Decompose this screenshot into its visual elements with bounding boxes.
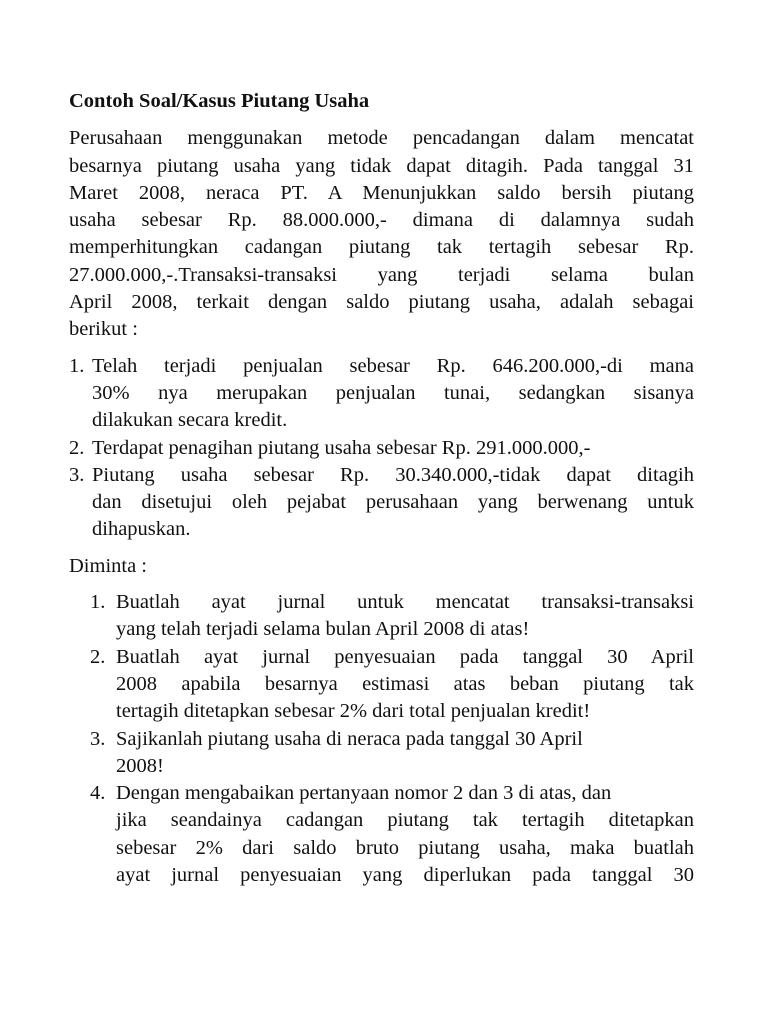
item-line: sebesar 2% dari saldo bruto piutang usaha, maka buatlah <box>116 836 694 859</box>
question-item <box>69 726 694 781</box>
intro-line: April 2008, terkait dengan saldo piutang usaha, adalah sebagai <box>69 291 694 314</box>
intro-line: usaha sebesar Rp. 88.000.000,- dimana di dalamnya sudah <box>69 209 694 232</box>
item-line: 30% nya merupakan penjualan tunai, sedangkan sisanya <box>92 381 694 404</box>
item-line: yang telah terjadi selama bulan April 2008 di atas! <box>116 618 530 641</box>
item-line: Sajikanlah piutang usaha di neraca pada tanggal 30 April <box>116 727 583 750</box>
item-line: dilakukan secara kredit. <box>92 409 288 432</box>
item-line: jika seandainya cadangan piutang tak tertagih ditetapkan <box>116 809 694 832</box>
document-page <box>69 88 694 889</box>
item-number: 3. <box>90 727 106 750</box>
item-number: 1. <box>69 354 85 377</box>
item-number: 4. <box>90 782 106 805</box>
intro-line: Perusahaan menggunakan metode pencadangan dalam mencatat <box>69 127 694 150</box>
item-line: 2008 apabila besarnya estimasi atas beban piutang tak <box>116 672 694 695</box>
document-title: Contoh Soal/Kasus Piutang Usaha <box>69 90 370 112</box>
item-number: 1. <box>90 591 106 614</box>
question-item <box>69 589 694 644</box>
item-line: Buatlah ayat jurnal penyesuaian pada tanggal 30 April <box>116 645 694 668</box>
transaction-item <box>69 462 694 544</box>
intro-line: 27.000.000,-.Transaksi-transaksi yang terjadi selama bulan <box>69 263 694 286</box>
transaction-item <box>69 435 694 462</box>
intro-line: berikut : <box>69 318 138 341</box>
intro-line: besarnya piutang usaha yang tidak dapat ditagih. Pada tanggal 31 <box>69 154 694 177</box>
question-list <box>69 589 694 889</box>
intro-paragraph <box>69 125 694 343</box>
item-line: dihapuskan. <box>92 518 191 541</box>
item-line: dan disetujui oleh pejabat perusahaan yang berwenang untuk <box>92 491 694 514</box>
item-line: Piutang usaha sebesar Rp. 30.340.000,-tidak dapat ditagih <box>92 463 694 486</box>
transaction-list <box>69 353 694 544</box>
item-line: ayat jurnal penyesuaian yang diperlukan pada tanggal 30 <box>116 864 694 887</box>
intro-line: Maret 2008, neraca PT. A Menunjukkan saldo bersih piutang <box>69 181 694 204</box>
item-line: Dengan mengabaikan pertanyaan nomor 2 dan 3 di atas, dan <box>116 782 612 805</box>
item-number: 2. <box>90 645 106 668</box>
transaction-item <box>69 353 694 435</box>
item-line: Buatlah ayat jurnal untuk mencatat transaksi-transaksi <box>116 591 694 614</box>
question-item <box>69 644 694 726</box>
question-item <box>69 780 694 889</box>
diminta-label: Diminta : <box>69 554 148 577</box>
item-number: 3. <box>69 463 85 486</box>
item-line: Telah terjadi penjualan sebesar Rp. 646.200.000,-di mana <box>92 354 694 377</box>
intro-line: memperhitungkan cadangan piutang tak tertagih sebesar Rp. <box>69 236 694 259</box>
item-line: 2008! <box>116 754 164 777</box>
item-line: Terdapat penagihan piutang usaha sebesar Rp. 291.000.000,- <box>92 436 591 459</box>
item-line: tertagih ditetapkan sebesar 2% dari total penjualan kredit! <box>116 700 591 723</box>
item-number: 2. <box>69 436 85 459</box>
